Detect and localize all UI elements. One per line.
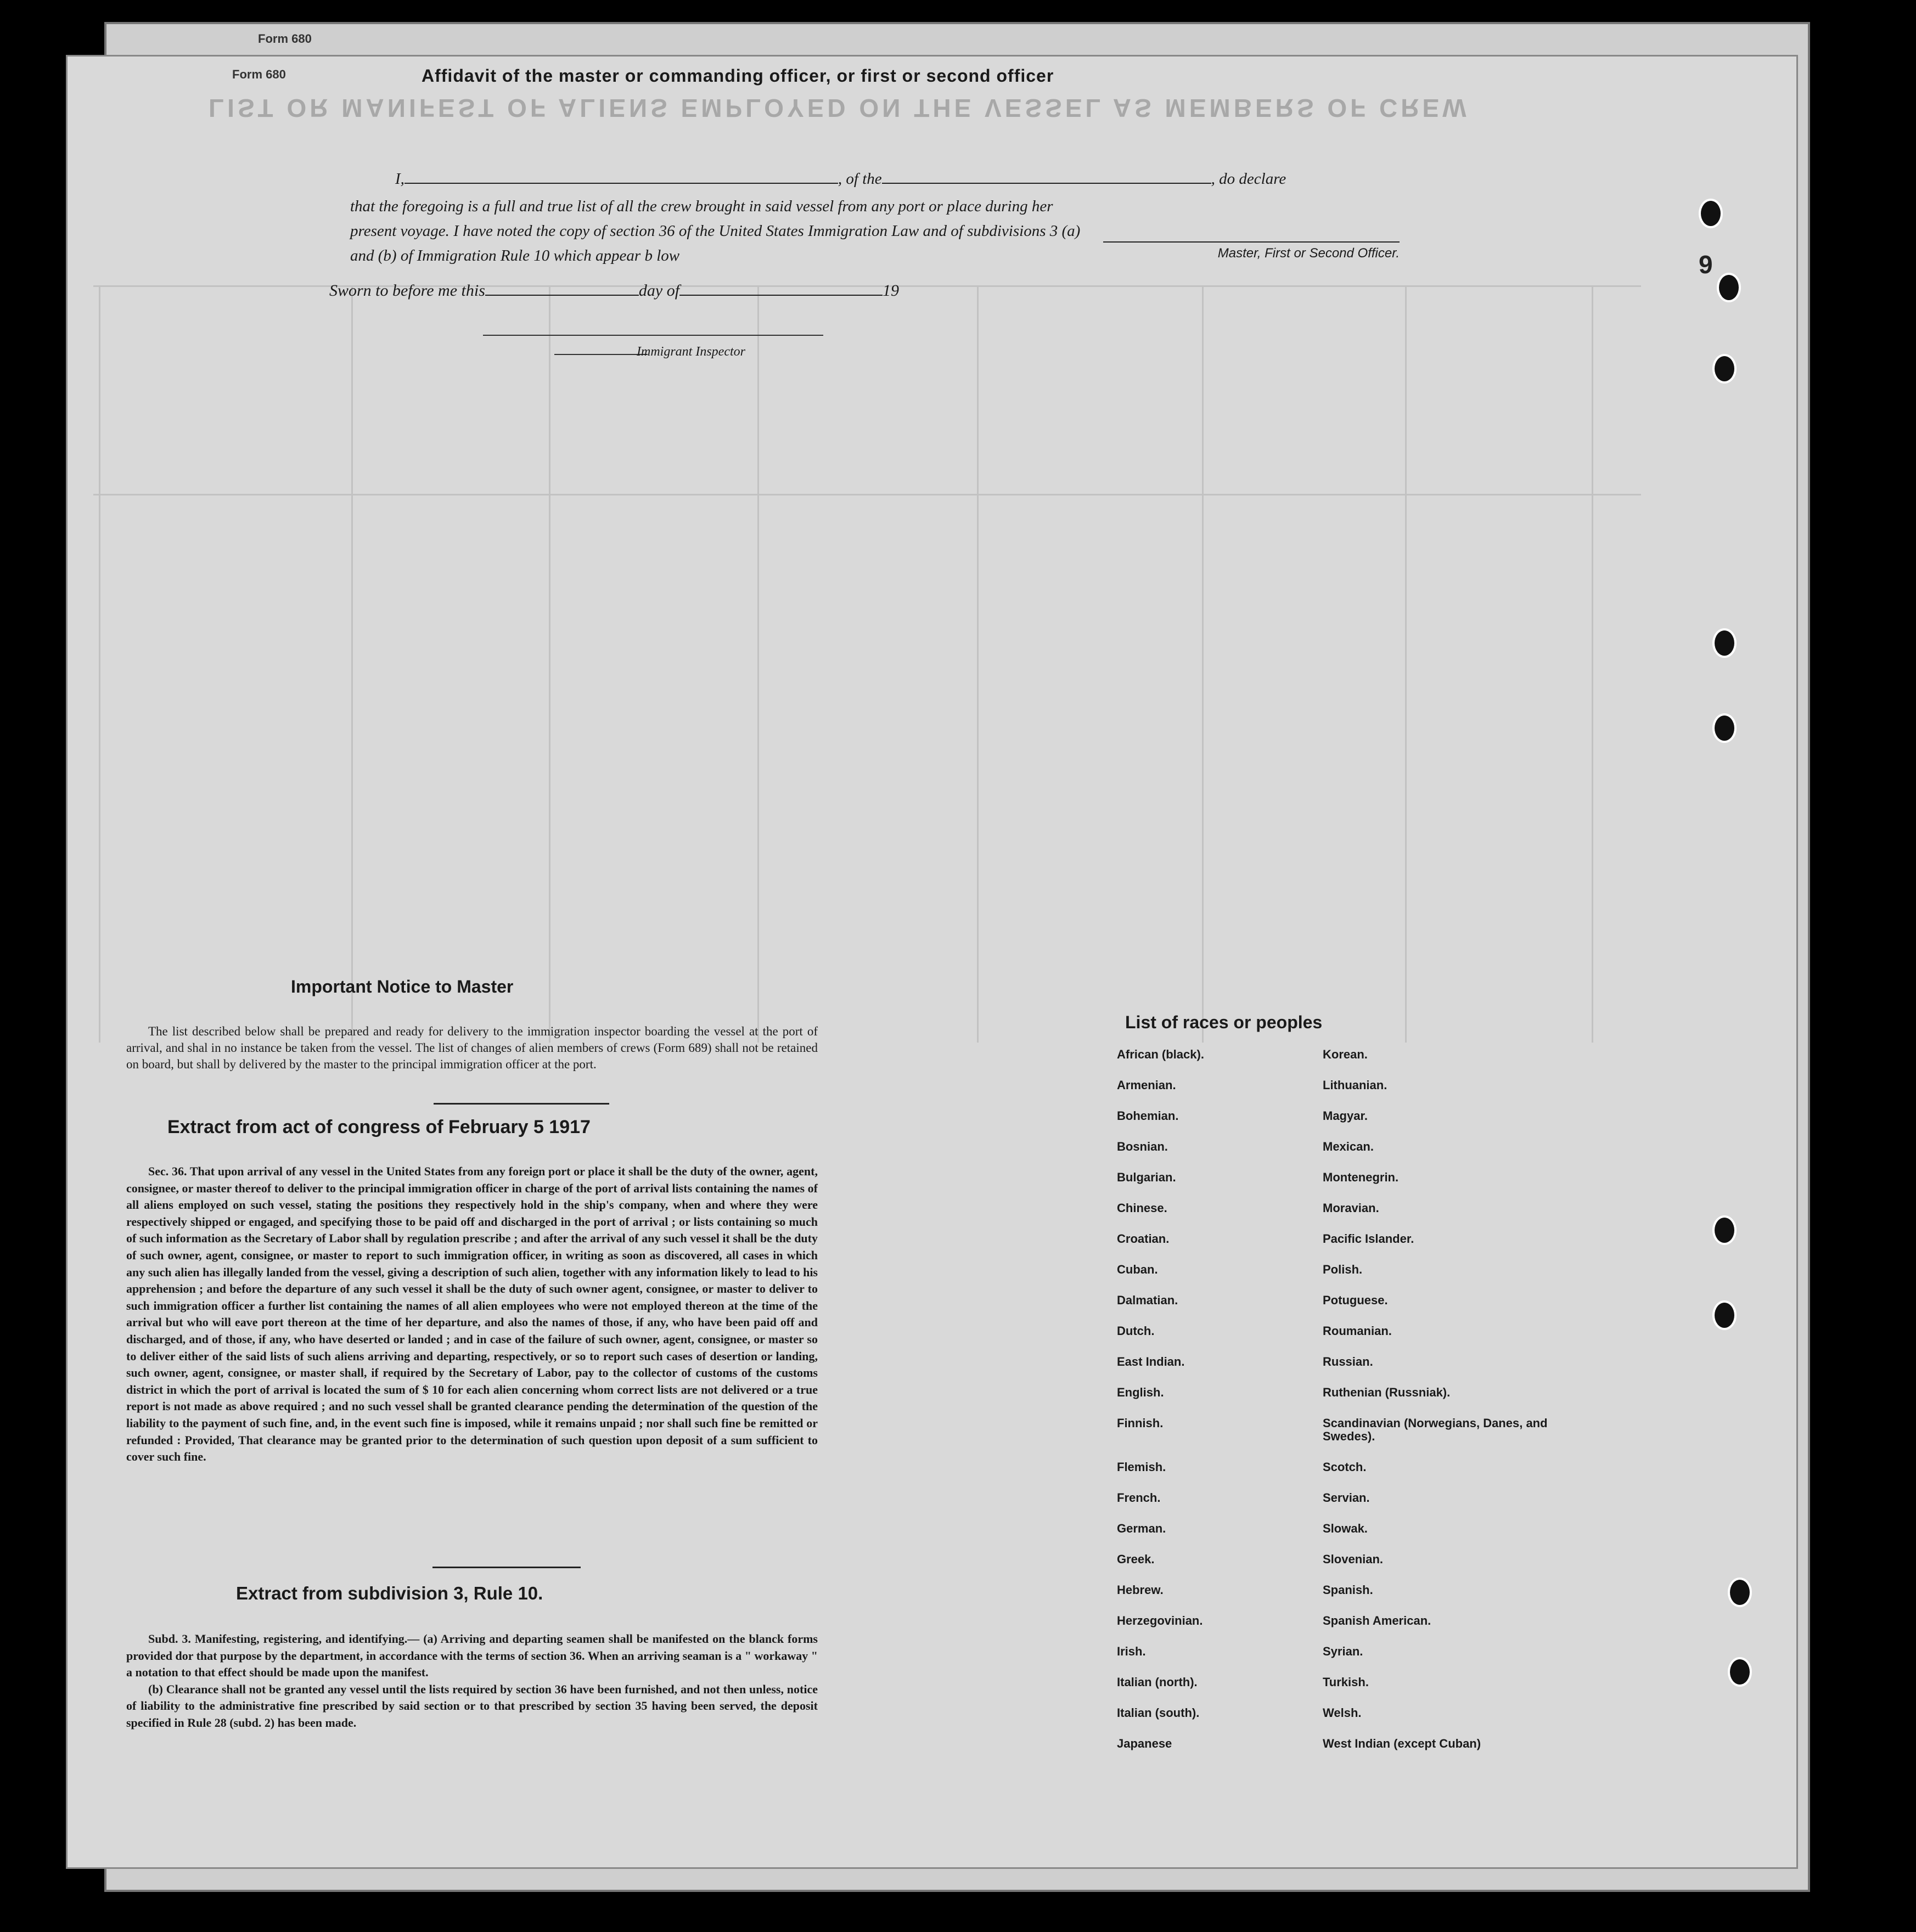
- race-item: Hebrew.: [1117, 1583, 1164, 1597]
- race-item: Bosnian.: [1117, 1140, 1168, 1153]
- races-right-column: [1323, 1048, 1553, 1768]
- race-item: Chinese.: [1117, 1201, 1167, 1215]
- race-item: Potuguese.: [1323, 1293, 1388, 1307]
- bleed-through-title: LIST OR MANIFEST OF ALIENS EMPLOYED ON THE VESSEL AS MEMBERS OF CREW: [209, 94, 1470, 122]
- page-number-mark: 9: [1699, 250, 1713, 279]
- affidavit-line-2: that the foregoing is a full and true list of all the crew brought in said vessel from any port or place during her: [350, 198, 1053, 215]
- race-item: African (black).: [1117, 1047, 1204, 1061]
- punch-hole: [1712, 1215, 1737, 1245]
- sworn-day-of: day of: [638, 281, 680, 300]
- race-item: Slowak.: [1323, 1522, 1368, 1535]
- race-item: Syrian.: [1323, 1644, 1363, 1658]
- race-item: Flemish.: [1117, 1460, 1166, 1474]
- sworn-line: [329, 281, 899, 300]
- affidavit-line-3: present voyage. I have noted the copy of section 36 of the United States Immigration Law and of subdivisions 3 (a): [350, 222, 1081, 240]
- affidavit-title: Affidavit of the master or commanding officer, or first or second officer: [422, 66, 1054, 86]
- ghost-grid-line: [977, 285, 979, 1043]
- ghost-grid-line: [351, 285, 353, 1043]
- race-item: Roumanian.: [1323, 1324, 1392, 1338]
- race-item: Lithuanian.: [1323, 1078, 1387, 1092]
- underlying-form-number: Form 680: [258, 32, 312, 46]
- punch-hole: [1712, 628, 1737, 658]
- punch-hole: [1712, 713, 1737, 743]
- race-item: Herzegovinian.: [1117, 1614, 1203, 1627]
- ghost-grid-line: [1592, 285, 1593, 1043]
- race-item: Spanish.: [1323, 1583, 1373, 1597]
- race-item: Bulgarian.: [1117, 1170, 1176, 1184]
- ghost-grid-line: [549, 285, 550, 1043]
- race-item: Irish.: [1117, 1644, 1146, 1658]
- inspector-signature-rule: [554, 354, 648, 355]
- races-heading: List of races or peoples: [1125, 1012, 1323, 1032]
- ghost-grid-line: [1202, 285, 1204, 1043]
- race-item: Italian (north).: [1117, 1675, 1198, 1689]
- race-item: Cuban.: [1117, 1263, 1158, 1276]
- race-item: Greek.: [1117, 1552, 1155, 1566]
- affidavit-declare: , do declare: [1211, 170, 1286, 188]
- divider: [434, 1103, 609, 1105]
- affidavit-line-1: [395, 170, 1286, 188]
- race-item: Pacific Islander.: [1323, 1232, 1414, 1246]
- form-number: Form 680: [232, 67, 286, 81]
- race-item: Scotch.: [1323, 1460, 1367, 1474]
- extract-act-body: Sec. 36. That upon arrival of any vessel in the United States from any foreign port or place it shall be the duty of the owner, agent, consignee, or master thereof to deliver to the principal immigration officer in charge of the port of arrival lists containing the names of all aliens employed on such vessel, stating the positions they respectively hold in the ship's company, when and where they were respectively shipped or engaged, and specifying those to be paid off and discharged in the port of arrival ; or lists containing so much of such information as the Secretary of Labor shall by regulation prescribe ; and after the arrival of any such vessel it shall be the duty of such owner, agent, consignee, or master to report to such immigration officer, in writing as soon as discovered, all cases in which any such alien has illegally landed from the vessel, giving a description of such alien, together with any information likely to lead to his apprehension ; and before the departure of any such vessel it shall be the duty of such owner agent, consignee, or master to deliver to such immigration officer a further list containing the names of all alien employees who were not employed thereon at the time of the arrival but who will eave port thereon at the time of her departure, and also the names of those, if any, who have been paid off and discharged, and of those, if any, who have deserted or landed ; and in case of the failure of such owner, agent, consignee, or master so to deliver either of the said lists of such aliens arriving and departing, respectively, or so to report such cases of desertion or landing, such owner, agent, consignee, or master shall, if required by the Secretary of Labor, pay to the collector of customs of the customs district in which the port of arrival is located the sum of $ 10 for each alien concerning whom correct lists are not delivered or a true report is not made as above required ; and no such vessel shall be granted clearance pending the determination of the question of the liability to the payment of such fine, and, in the event such fine is imposed, while it remains unpaid ; nor shall such fine be remitted or refunded : Provided, That clearance may be granted prior to the determination of such question upon deposit of a sum sufficient to cover such fine.: [126, 1164, 818, 1464]
- race-item: Servian.: [1323, 1491, 1370, 1505]
- inspector-signature-rule: [483, 335, 823, 336]
- notice-body: The list described below shall be prepared and ready for delivery to the immigration inspector boarding the vessel at the port of arrival, and shal in no instance be taken from the vessel. The list of changes of alien members of crews (Form 689) shall not be retained on board, but shall by delivered by the master to the principal immigration officer at the port.: [126, 1024, 818, 1071]
- notice-heading: Important Notice to Master: [291, 977, 514, 996]
- sworn-year: 19: [883, 281, 900, 300]
- punch-hole: [1717, 273, 1741, 302]
- race-item: Dutch.: [1117, 1324, 1155, 1338]
- blank-day: [485, 295, 639, 296]
- extract-act-heading: Extract from act of congress of February 5 1917: [167, 1117, 591, 1137]
- divider: [432, 1567, 581, 1568]
- punch-hole: [1728, 1578, 1752, 1607]
- race-item: Scandinavian (Norwegians, Danes, and Swedes).: [1323, 1416, 1548, 1443]
- race-item: West Indian (except Cuban): [1323, 1737, 1481, 1750]
- extract-rule-para-b: (b) Clearance shall not be granted any vessel until the lists required by section 36 have been furnished, and not then unless, notice of liability to the administrative fine prescribed by said section or to that prescribed by section 35 having been served, the deposit specified in Rule 28 (subd. 2) has been made.: [126, 1682, 818, 1730]
- punch-hole: [1728, 1657, 1752, 1687]
- race-item: Korean.: [1323, 1047, 1368, 1061]
- race-item: Finnish.: [1117, 1416, 1164, 1430]
- sworn-prefix: Sworn to before me this: [329, 281, 485, 300]
- race-item: Montenegrin.: [1323, 1170, 1399, 1184]
- extract-rule-para-a: Subd. 3. Manifesting, registering, and identifying.— (a) Arriving and departing seamen shall be manifested on the blanck forms provided dor that purpose by the department, in accordance with the terms of section 36. When an arriving seaman is a " workaway " a notation to that effect should be made upon the manifest.: [126, 1632, 818, 1679]
- ghost-grid-line: [99, 285, 100, 1043]
- inspector-label: Immigrant Inspector: [637, 345, 745, 359]
- race-item: Japanese: [1117, 1737, 1172, 1750]
- ghost-grid-line: [1405, 285, 1407, 1043]
- race-item: Slovenian.: [1323, 1552, 1384, 1566]
- race-item: French.: [1117, 1491, 1161, 1505]
- race-item: Dalmatian.: [1117, 1293, 1178, 1307]
- ghost-grid-line: [757, 285, 759, 1043]
- race-item: Mexican.: [1323, 1140, 1374, 1153]
- race-item: Magyar.: [1323, 1109, 1368, 1123]
- extract-rule-body: [126, 1631, 818, 1731]
- race-item: German.: [1117, 1522, 1166, 1535]
- race-item: Ruthenian (Russniak).: [1323, 1385, 1451, 1399]
- race-item: Italian (south).: [1117, 1706, 1200, 1720]
- race-item: Russian.: [1323, 1355, 1373, 1368]
- punch-hole: [1712, 354, 1737, 384]
- blank-month: [679, 295, 883, 296]
- affidavit-of-the: , of the: [838, 170, 882, 188]
- races-left-column: [1117, 1048, 1204, 1768]
- blank-vessel: [882, 183, 1211, 184]
- ghost-grid-line: [93, 494, 1641, 495]
- race-item: East Indian.: [1117, 1355, 1185, 1368]
- race-item: Croatian.: [1117, 1232, 1170, 1246]
- race-item: English.: [1117, 1385, 1164, 1399]
- extract-rule-heading: Extract from subdivision 3, Rule 10.: [236, 1583, 543, 1603]
- punch-hole: [1712, 1300, 1737, 1330]
- race-item: Bohemian.: [1117, 1109, 1179, 1123]
- race-item: Welsh.: [1323, 1706, 1362, 1720]
- signature-label: Master, First or Second Officer.: [1103, 241, 1400, 261]
- affidavit-line-4: and (b) of Immigration Rule 10 which appear b low: [350, 247, 680, 264]
- race-item: Moravian.: [1323, 1201, 1379, 1215]
- blank-name: [404, 183, 838, 184]
- race-item: Polish.: [1323, 1263, 1363, 1276]
- race-item: Turkish.: [1323, 1675, 1369, 1689]
- affidavit-i: I,: [395, 170, 404, 188]
- race-item: Spanish American.: [1323, 1614, 1431, 1627]
- race-item: Armenian.: [1117, 1078, 1176, 1092]
- punch-hole: [1699, 199, 1723, 228]
